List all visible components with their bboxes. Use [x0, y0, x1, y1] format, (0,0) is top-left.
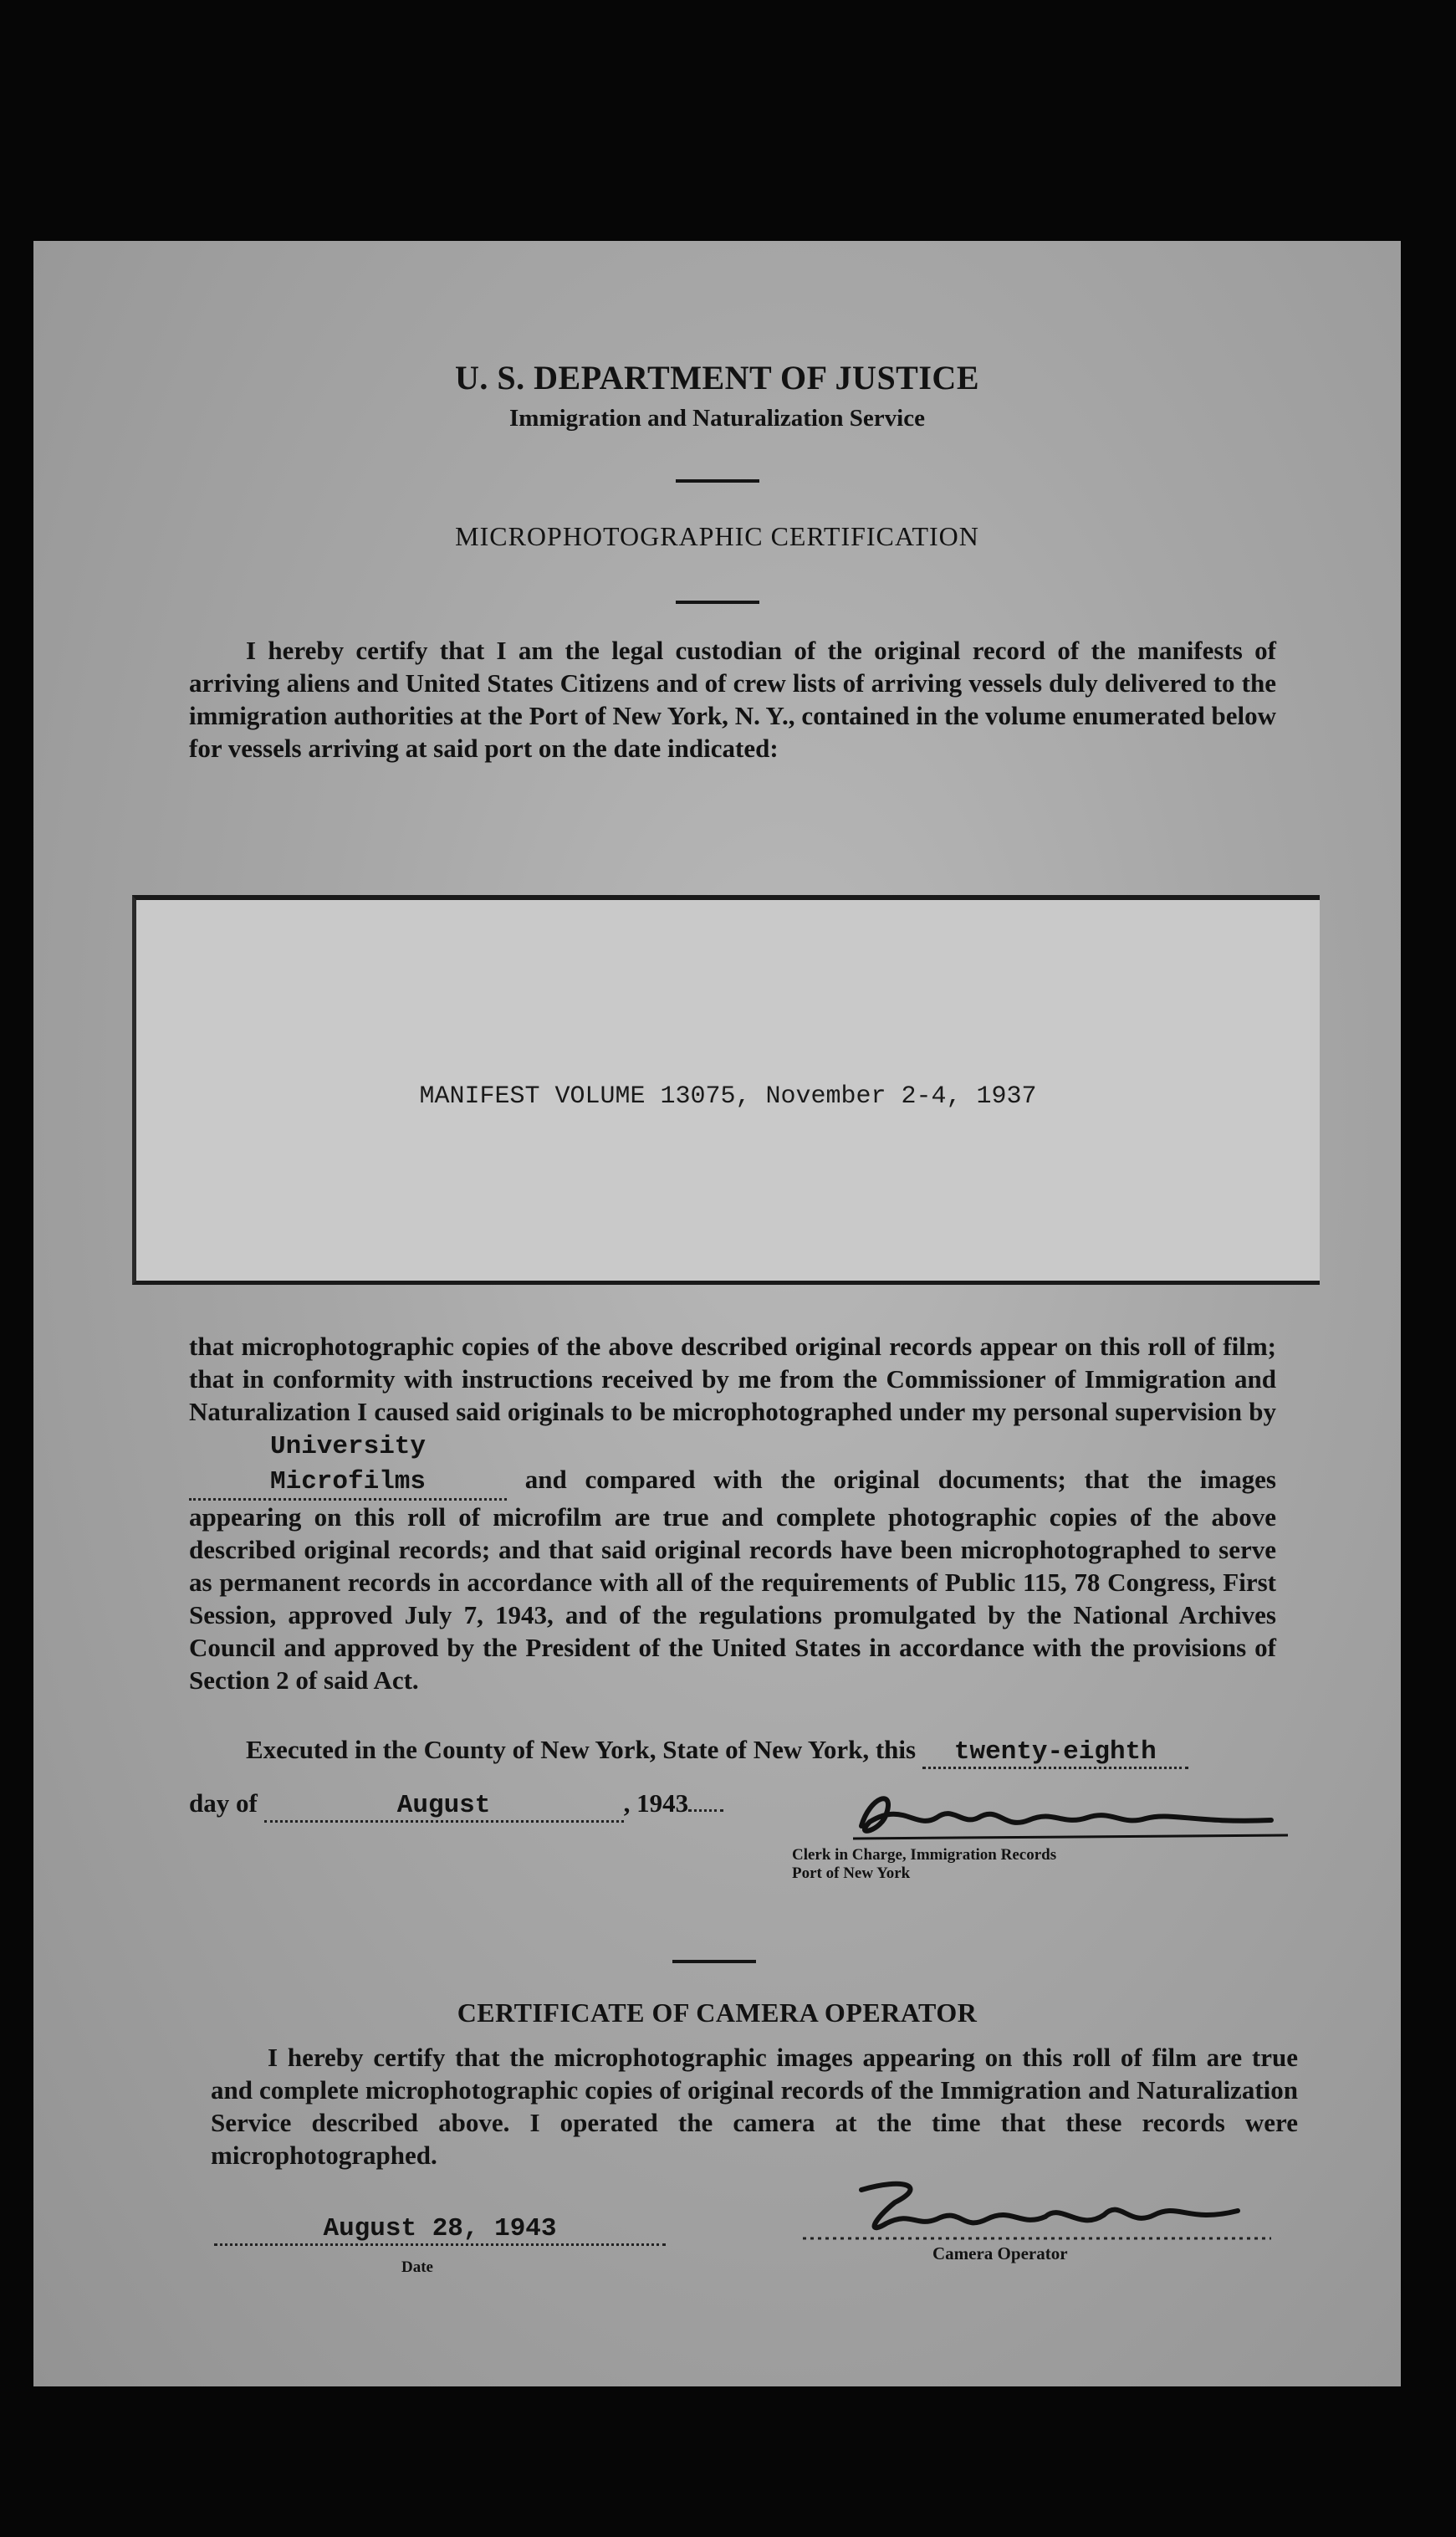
month-value: August	[396, 1791, 491, 1820]
certification-body	[189, 1330, 1276, 1696]
body-text-part2: and compared with the original documents; that the images appearing on this roll of microfilm are true and complete photographic copies of the above described original records; and that said original records have been microphotographed to serve as permanent records in accordance with all of the requirements of Public 115, 78 Congress, First Session, approved July 7, 1943, and of the regulations promulgated by the National Archives Council and approved by the President of the United States in accordance with the provisions of Section 2 of said Act.	[189, 1465, 1276, 1695]
divider	[676, 601, 759, 604]
service-subheading: Immigration and Naturalization Service	[509, 405, 925, 432]
intro-text: I hereby certify that I am the legal custodian of the original record of the manifests of arriving aliens and United States Citizens and of crew lists of arriving vessels duly delivered to the immigration authorities at the Port of New York, N. Y., contained in the volume enumerated below for vessels arriving at said port on the date indicated:	[189, 636, 1276, 763]
day-of-line	[189, 1788, 723, 1823]
camera-text: I hereby certify that the microphotographic images appearing on this roll of film are true and complete microphotographic copies of original records of the Immigration and Naturalization Service described above. I operated the camera at the time that these records were microphotographed.	[211, 2043, 1298, 2170]
date-value: August 28, 1943	[323, 2214, 557, 2243]
camera-paragraph	[211, 2041, 1298, 2171]
day-field	[922, 1735, 1188, 1769]
department-heading: U. S. DEPARTMENT OF JUSTICE	[455, 359, 979, 396]
volume-label: MANIFEST VOLUME 13075, November 2-4, 1937	[419, 1082, 1037, 1111]
volume-slip	[132, 895, 1320, 1285]
camera-certificate-title: CERTIFICATE OF CAMERA OPERATOR	[457, 1997, 978, 2028]
certification-title: MICROPHOTOGRAPHIC CERTIFICATION	[455, 521, 979, 551]
day-value: twenty-eighth	[953, 1737, 1157, 1767]
certificate-page	[33, 241, 1401, 2386]
camera-operator-label: Camera Operator	[932, 2243, 1068, 2263]
date-label: Date	[401, 2258, 433, 2276]
divider	[672, 1960, 756, 1963]
clerk-signature	[836, 1780, 1305, 1847]
camera-operator-signature	[803, 2173, 1271, 2248]
year-dots	[688, 1809, 723, 1812]
filmed-by-value: University Microfilms	[269, 1432, 427, 1496]
executed-line	[246, 1735, 1188, 1769]
clerk-place: Port of New York	[792, 1864, 911, 1882]
filmed-by-field	[189, 1428, 507, 1501]
date-field	[214, 2212, 666, 2246]
month-field	[264, 1788, 624, 1823]
date-line	[214, 2212, 666, 2246]
intro-paragraph	[189, 634, 1276, 765]
executed-text: Executed in the County of New York, State of New York, this	[246, 1735, 917, 1764]
year-text: , 1943	[623, 1788, 689, 1818]
clerk-title: Clerk in Charge, Immigration Records	[792, 1846, 1057, 1864]
body-text-part1: that microphotographic copies of the above described original records appear on this roll of film; that in conformity with instructions received by me from the Commissioner of Immigration and Naturalization I caused said originals to be microphotographed under my personal supervision by	[189, 1332, 1276, 1426]
day-of-label: day of	[189, 1788, 258, 1818]
divider	[676, 479, 759, 483]
